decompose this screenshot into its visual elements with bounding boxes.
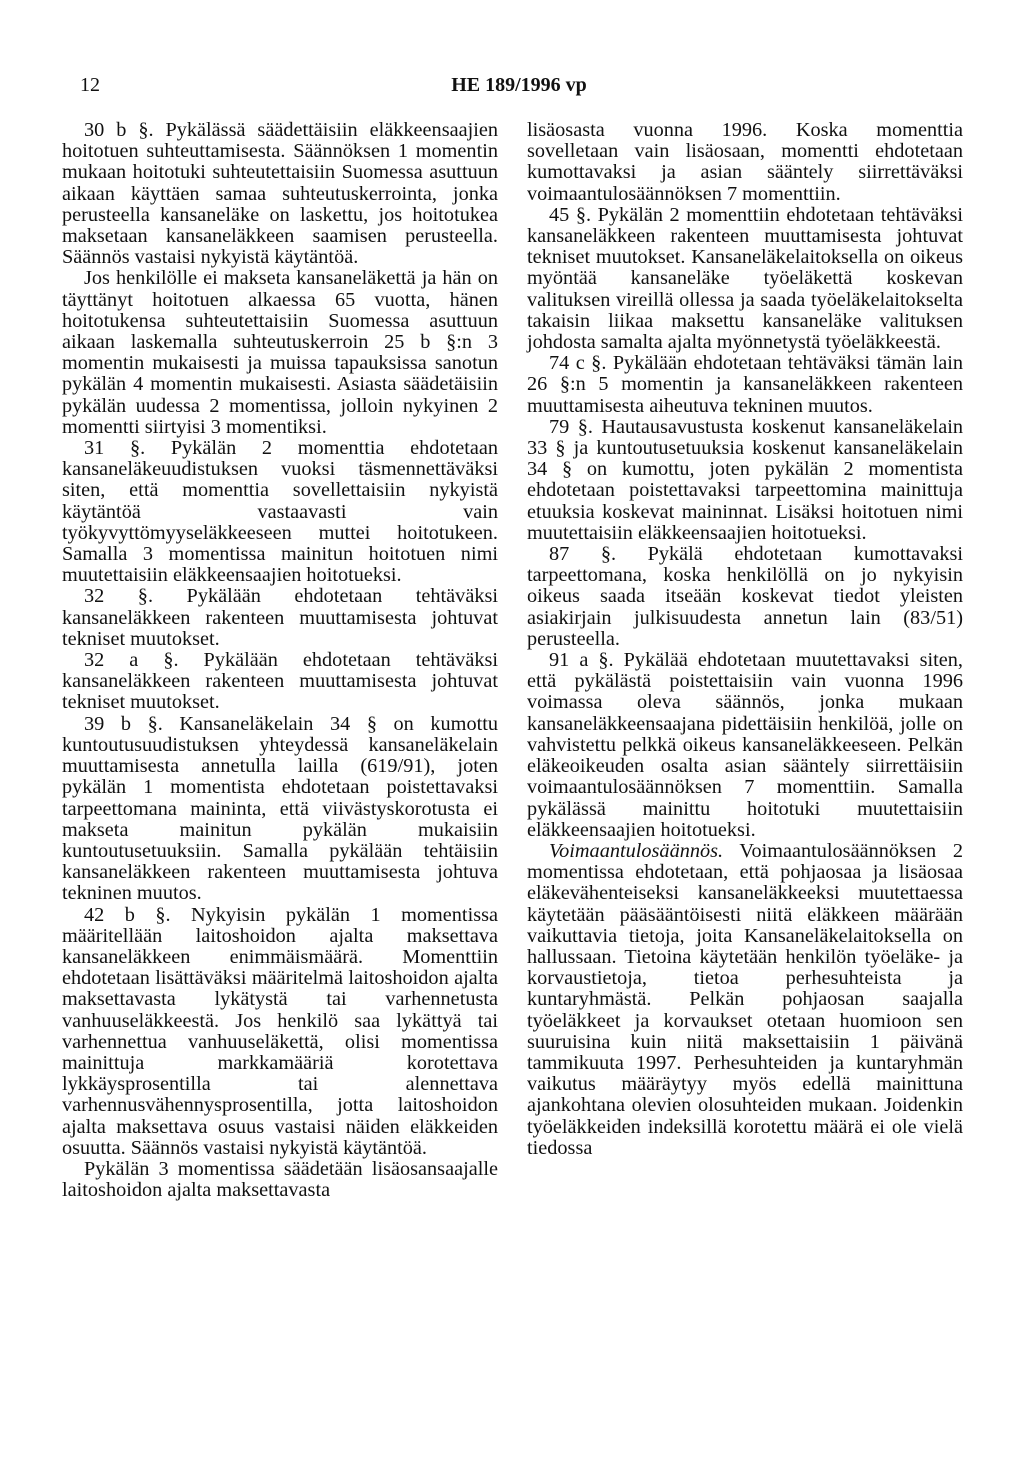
page-number: 12 (80, 74, 100, 96)
final-paragraph (527, 841, 963, 1159)
paragraph: 45 §. Pykälän 2 momenttiin ehdotetaan tehtäväksi kansaneläkkeen rakenteen muuttamisesta johtuvat tekniset muutokset. Kansaneläkelaitoksella on oikeus myöntää kansaneläke työeläkettä koskevan valituksen vireillä ollessa ja saada työeläkelaitokselta takaisin liikaa maksettu kansaneläke valituksen johdosta samalta ajalta myönnetystä työeläkkeestä. (527, 203, 963, 354)
paragraph: 42 b §. Nykyisin pykälän 1 momentissa määritellään laitoshoidon ajalta maksettava kansaneläkkeen enimmäismäärä. Momenttiin ehdotetaan lisättäväksi määritelmä laitoshoidon ajalta maksettavasta lykätystä tai varhennetusta vanhuuseläkkeestä. Jos henkilö saa lykättyä tai varhennettua vanhuuseläkettä, olisi momentissa mainittuja markkamääriä korotettava lykkäysprosentilla tai alennettava varhennusvähennysprosentilla, jotta laitoshoidon ajalta maksettava osuus vastaisi näiden eläkkeiden osuutta. Säännös vastaisi nykyistä käytäntöä. (62, 903, 498, 1159)
paragraph: 91 a §. Pykälää ehdotetaan muutettavaksi siten, että pykälästä poistettaisiin vain vuonna 1996 voimassa oleva säännös, jonka mukaan kansaneläkkeensaajana pidettäisiin henkilöä, jolle on vahvistettu pelkkä oikeus kansaneläkkeeseen. Pelkän eläkeoikeuden osalta asian sääntely siirrettäisiin voimaantulosäännöksen 7 momenttiin. Samalla pykälässä mainittu hoitotuki muutettaisiin eläkkeensaajien hoitotueksi. (527, 649, 963, 841)
paragraph: Jos henkilölle ei makseta kansaneläkettä ja hän on täyttänyt hoitotuen alkaessa 65 vuotta, hänen hoitotukensa suhteutettaisiin Suomessa asuttuun aikaan laskemalla suhteutuskerroin 25 b §:n 3 momentin mukaisesti ja muissa tapauksissa sanotun pykälän 4 momentin mukaisesti. Asiasta säädetäisiin pykälän uudessa 2 momentissa, jolloin nykyinen 2 momentti siirtyisi 3 momentiksi. (62, 267, 498, 438)
paragraph: 30 b §. Pykälässä säädettäisiin eläkkeensaajien hoitotuen suhteuttamisesta. Säännöksen 1 momentin mukaan hoitotuki suhteutettaisiin Suomessa asuttuun aikaan käyttäen samaa suhteutuskerrointa, jonka perusteella kansaneläke on laskettu, jos hoitotukea maksetaan kansaneläkkeen saamisen perusteella. Säännös vastaisi nykyistä käytäntöä. (62, 119, 498, 269)
paragraph: 39 b §. Kansaneläkelain 34 § on kumottu kuntoutusuudistuksen yhteydessä kansaneläkelain muuttamisesta annetulla lailla (619/91), joten pykälän 1 momentista ehdotetaan poistettavaksi tarpeettomana maininta, että viivästyskorotusta ei makseta mainitun pykälän mukaisiin kuntoutusetuuksiin. Samalla pykälään tehtäisiin kansaneläkkeen rakenteen muuttamisesta johtuva tekninen muutos. (62, 712, 498, 905)
left-column (62, 120, 498, 1201)
paragraph: 74 c §. Pykälään ehdotetaan tehtäväksi tämän lain 26 §:n 5 momentin ja kansaneläkkeen rakenteen muuttamisesta aiheutuva tekninen muutos. (527, 352, 963, 417)
section-heading: Voimaantulosäännös. (549, 839, 724, 862)
page-header (80, 74, 958, 104)
paragraph: 32 §. Pykälään ehdotetaan tehtäväksi kansaneläkkeen rakenteen muuttamisesta johtuvat tekniset muutokset. (62, 585, 498, 650)
right-column (527, 120, 963, 1159)
paragraph: 79 §. Hautausavustusta koskenut kansaneläkelain 33 § ja kuntoutusetuuksia koskenut kansaneläkelain 34 § on kumottu, joten pykälän 2 momentista ehdotetaan poistettavaksi tarpeettomina mainittuja etuuksia koskevat maininnat. Lisäksi hoitotuen nimi muutettaisiin eläkkeensaajien hoitotueksi. (527, 415, 963, 544)
section-text: Voimaantulosäännöksen 2 momentissa ehdotetaan, että pohjaosaa ja lisäosaa eläkevähenteiseksi kansaneläkkeeksi muutettaessa käytetään pääsääntöisesti niitä eläkkeen määrään vaikuttavia tietoja, joita Kansaneläkelaitoksella on hallussaan. Tietoina käytetään henkilön työeläke- ja korvaustietoja, tietoa perhesuhteista ja kuntaryhmästä. Pelkän pohjaosan saajalla työeläkkeet ja korvaukset otetaan huomioon sen suuruisina kuin niitä maksettaisiin 1 päivänä tammikuuta 1997. Perhesuhteiden ja kuntaryhmän vaikutus määräytyy myös edellä mainittuna ajankohtana olevien olosuhteiden mukaan. Joidenkin työeläkkeiden indeksillä korotettu määrä ei ole vielä tiedossa (527, 839, 963, 1159)
paragraph-continuation: lisäosasta vuonna 1996. Koska momenttia sovelletaan vain lisäosaan, momentti ehdotetaan kumottavaksi ja asian sääntely siirrettäväksi voimaantulosäännöksen 7 momenttiin. (527, 119, 963, 205)
paragraph: Pykälän 3 momentissa säädetään lisäosansaajalle laitoshoidon ajalta maksettavasta (62, 1157, 498, 1202)
paragraph: 32 a §. Pykälään ehdotetaan tehtäväksi kansaneläkkeen rakenteen muuttamisesta johtuvat tekniset muutokset. (62, 649, 498, 714)
paragraph: 31 §. Pykälän 2 momenttia ehdotetaan kansaneläkeuudistuksen vuoksi täsmennettäväksi siten, että momenttia sovellettaisiin nykyistä käytäntöä vastaavasti vain työkyvyttömyyseläkkeeseen muttei hoitotukeen. Samalla 3 momentissa mainitun hoitotuen nimi muutettaisiin eläkkeensaajien hoitotueksi. (62, 437, 498, 587)
paragraph: 87 §. Pykälä ehdotetaan kumottavaksi tarpeettomana, koska henkilöllä on jo nykyisin oikeus saada itseään koskevat tiedot yleisten asiakirjain julkisuudesta annetun lain (83/51) perusteella. (527, 543, 963, 650)
document-id: HE 189/1996 vp (451, 74, 587, 96)
